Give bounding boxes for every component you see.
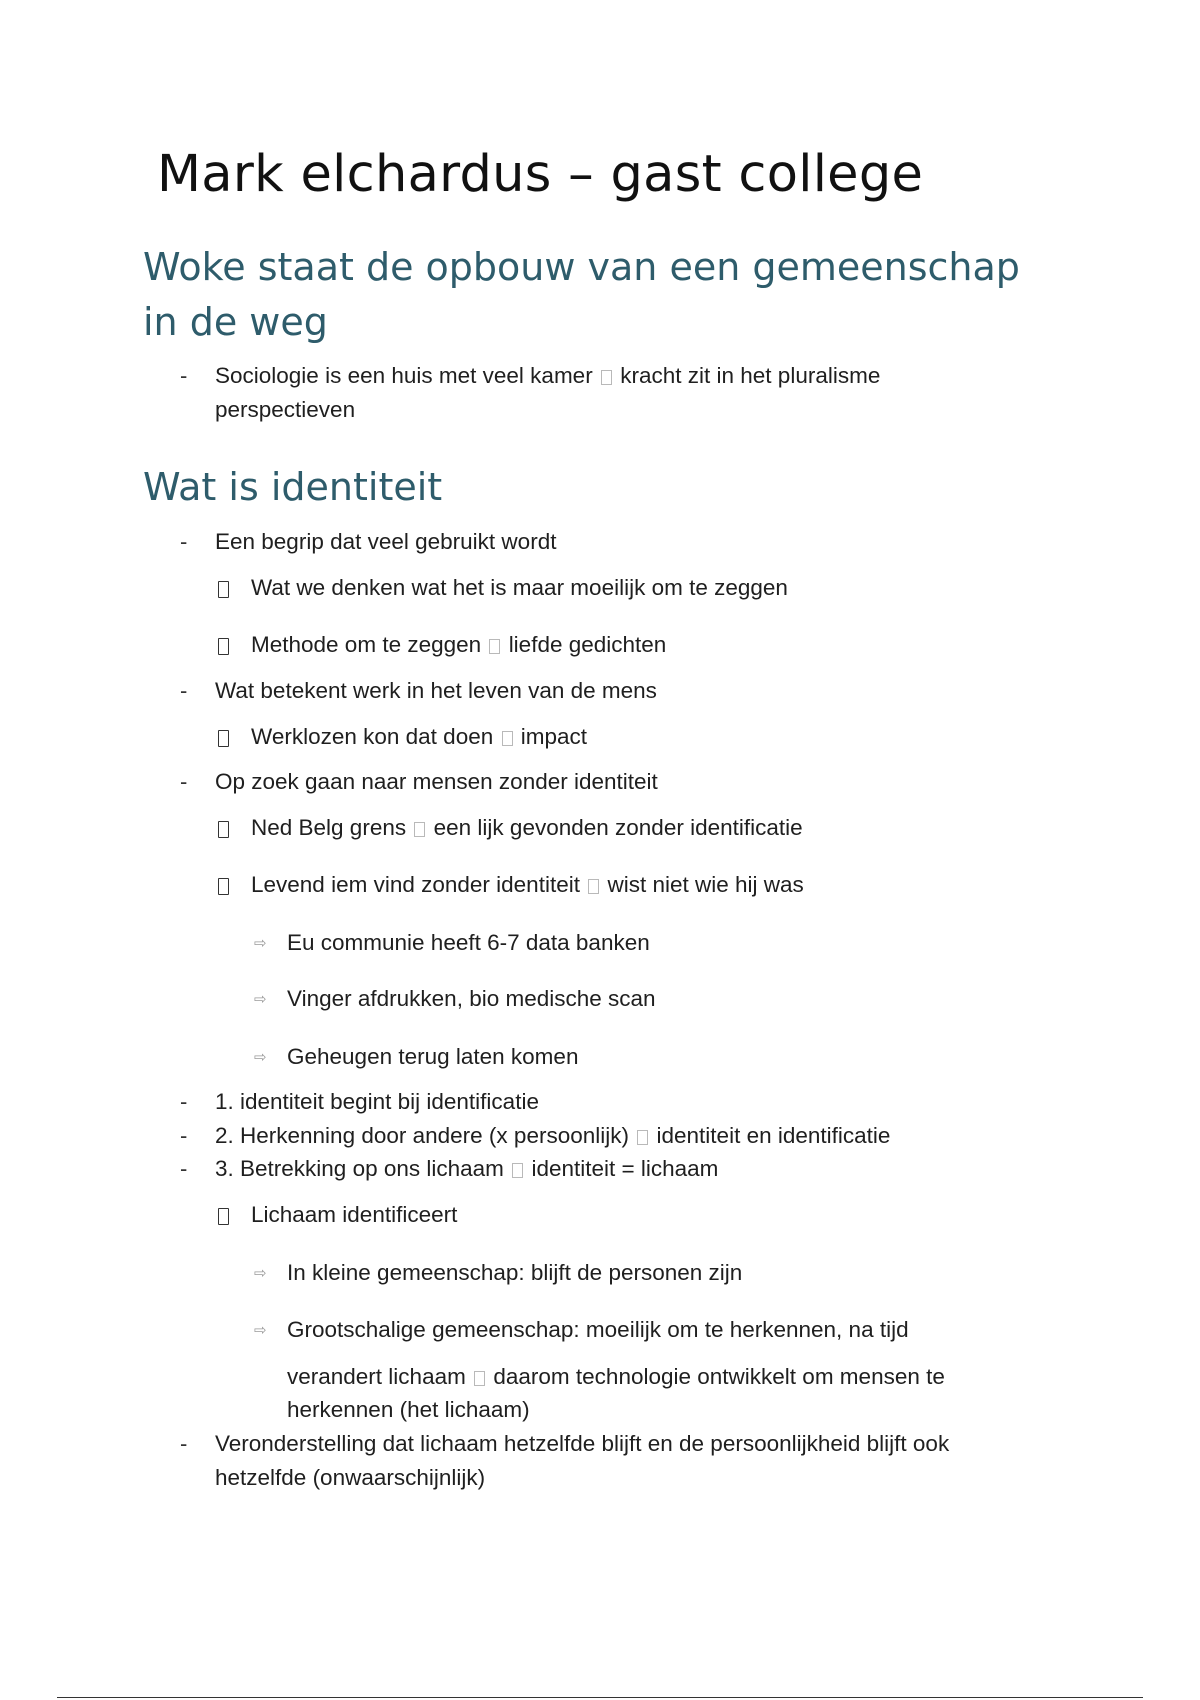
list-item-text: daarom technologie ontwikkelt om mensen te [493, 1364, 945, 1389]
list-item-text: Sociologie is een huis met veel kamer [215, 363, 593, 388]
list-item [251, 628, 666, 662]
list-item-text: identiteit = lichaam [531, 1156, 719, 1181]
list-item: Eu communie heeft 6-7 data banken [287, 930, 650, 955]
missing-glyph-icon [601, 370, 612, 385]
missing-glyph-icon [588, 879, 599, 894]
list-item-text: Werklozen kon dat doen [251, 724, 494, 749]
list-item-text: kracht zit in het pluralisme [620, 363, 881, 388]
missing-glyph-icon [512, 1163, 523, 1178]
arrow-bullet-icon: ⇨ [254, 1049, 267, 1066]
dash-bullet: - [180, 1431, 188, 1456]
square-bullet-icon [218, 730, 229, 747]
missing-glyph-icon [489, 639, 500, 654]
dash-bullet: - [180, 529, 188, 554]
page-divider [57, 1697, 1143, 1698]
missing-glyph-icon [474, 1371, 485, 1386]
dash-bullet: - [180, 1089, 188, 1114]
square-bullet-icon [218, 821, 229, 838]
list-item: Wat betekent werk in het leven van de mens [215, 678, 657, 703]
list-item-text: 3. Betrekking op ons lichaam [215, 1156, 504, 1181]
list-item [251, 720, 587, 754]
arrow-bullet-icon: ⇨ [254, 1265, 267, 1282]
list-item-text: een lijk gevonden zonder identificatie [433, 815, 803, 840]
list-item-continuation: hetzelfde (onwaarschijnlijk) [215, 1465, 486, 1490]
list-item: 1. identiteit begint bij identificatie [215, 1089, 539, 1114]
list-item-text: Methode om te zeggen [251, 632, 482, 657]
list-item [215, 359, 880, 393]
list-item: In kleine gemeenschap: blijft de personen zijn [287, 1260, 743, 1285]
list-item [251, 868, 804, 902]
arrow-bullet-icon: ⇨ [254, 1322, 267, 1339]
list-item: Geheugen terug laten komen [287, 1044, 579, 1069]
dash-bullet: - [180, 769, 188, 794]
list-item [251, 811, 803, 845]
list-item-text: impact [520, 724, 588, 749]
missing-glyph-icon [414, 822, 425, 837]
square-bullet-icon [218, 638, 229, 655]
dash-bullet: - [180, 678, 188, 703]
list-item: Wat we denken wat het is maar moeilijk om te zeggen [251, 575, 788, 600]
list-item-text: Levend iem vind zonder identiteit [251, 872, 580, 897]
square-bullet-icon [218, 878, 229, 895]
list-item-continuation: herkennen (het lichaam) [287, 1397, 530, 1422]
list-item-text: wist niet wie hij was [607, 872, 804, 897]
square-bullet-icon [218, 1208, 229, 1225]
dash-bullet: - [180, 1123, 188, 1148]
list-item-text: identiteit en identificatie [656, 1123, 891, 1148]
page-title: Mark elchardus – gast college [157, 145, 924, 204]
list-item-text: liefde gedichten [508, 632, 667, 657]
list-item [215, 1152, 718, 1186]
list-item: Vinger afdrukken, bio medische scan [287, 986, 656, 1011]
section-heading-identiteit: Wat is identiteit [143, 465, 443, 509]
list-item: Een begrip dat veel gebruikt wordt [215, 529, 557, 554]
square-bullet-icon [218, 581, 229, 598]
list-item: Grootschalige gemeenschap: moeilijk om te herkennen, na tijd [287, 1317, 909, 1342]
section-heading-woke: Woke staat de opbouw van een gemeenschap in de weg [143, 245, 1020, 344]
list-item-continuation: perspectieven [215, 397, 356, 422]
list-item-text: verandert lichaam [287, 1364, 466, 1389]
dash-bullet: - [180, 1156, 188, 1181]
missing-glyph-icon [502, 731, 513, 746]
list-item-text: Ned Belg grens [251, 815, 407, 840]
list-item: Lichaam identificeert [251, 1202, 458, 1227]
arrow-bullet-icon: ⇨ [254, 991, 267, 1008]
list-item-continuation [287, 1360, 945, 1394]
list-item: Op zoek gaan naar mensen zonder identiteit [215, 769, 658, 794]
missing-glyph-icon [637, 1130, 648, 1145]
list-item-text: 2. Herkenning door andere (x persoonlijk) [215, 1123, 629, 1148]
list-item [215, 1119, 890, 1153]
dash-bullet: - [180, 363, 188, 388]
arrow-bullet-icon: ⇨ [254, 935, 267, 952]
list-item: Veronderstelling dat lichaam hetzelfde blijft en de persoonlijkheid blijft ook [215, 1431, 950, 1456]
